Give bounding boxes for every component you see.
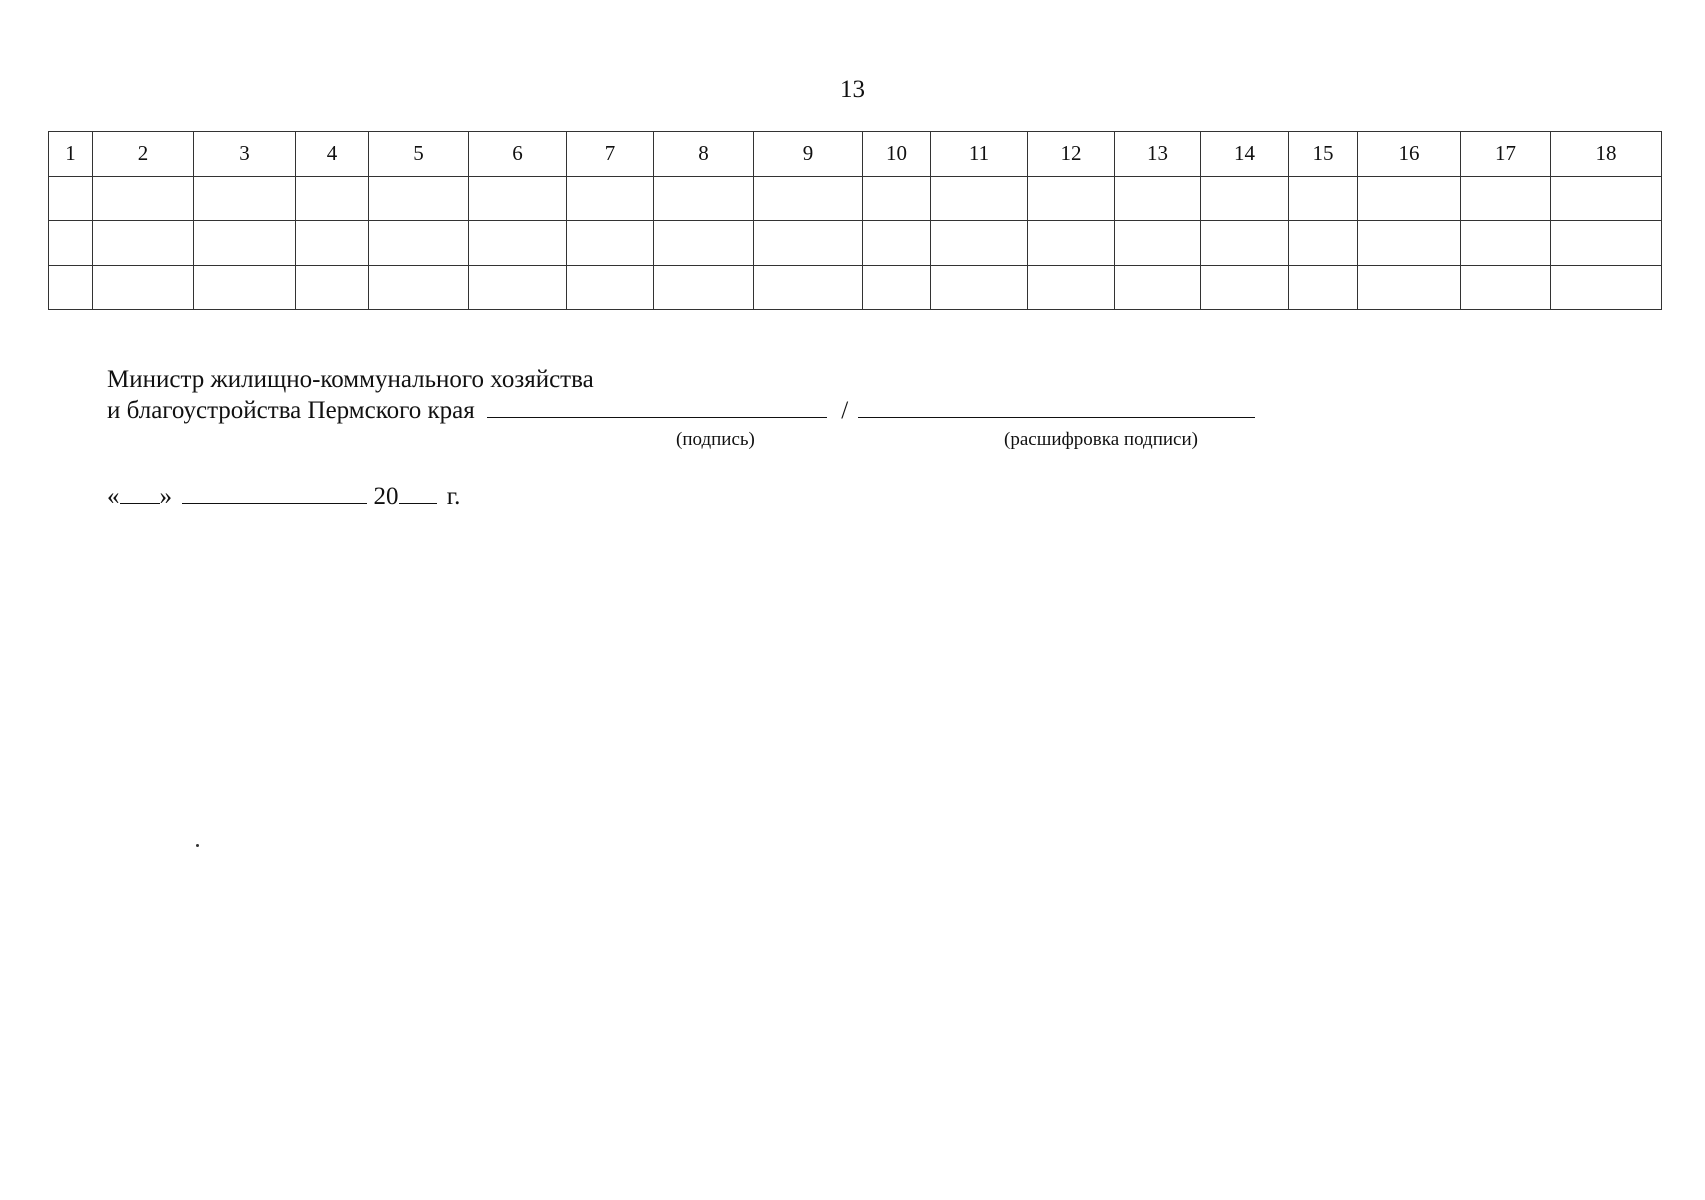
table-cell[interactable] [1028,176,1115,221]
column-number: 8 [654,132,754,177]
table-cell[interactable] [567,265,654,310]
table-cell[interactable] [1028,265,1115,310]
page-number: 13 [840,76,865,103]
table-cell[interactable] [1551,176,1662,221]
position-title-line1: Министр жилищно-коммунального хозяйства [107,366,594,393]
table-cell[interactable] [1289,176,1358,221]
signature-decoding-line[interactable] [858,397,1255,418]
table-cell[interactable] [1551,221,1662,266]
signature-caption: (подпись) [676,429,755,450]
table-cell[interactable] [49,221,93,266]
table-cell[interactable] [567,176,654,221]
column-number: 3 [194,132,296,177]
table-cell[interactable] [1115,265,1201,310]
table-cell[interactable] [1461,176,1551,221]
table-cell[interactable] [194,221,296,266]
column-number: 15 [1289,132,1358,177]
close-quote: » [159,483,172,510]
table-cell[interactable] [1201,221,1289,266]
position-title-line2: и благоустройства Пермского края [107,397,475,424]
column-number: 18 [1551,132,1662,177]
month-line[interactable] [182,483,367,504]
table-cell[interactable] [194,265,296,310]
table-cell[interactable] [469,265,567,310]
table-cell[interactable] [654,265,754,310]
table-cell[interactable] [1289,265,1358,310]
table-cell[interactable] [369,221,469,266]
column-number: 17 [1461,132,1551,177]
table-cell[interactable] [863,176,931,221]
table-cell[interactable] [931,176,1028,221]
column-number: 5 [369,132,469,177]
table-cell[interactable] [296,176,369,221]
table-cell[interactable] [1115,176,1201,221]
column-number: 2 [93,132,194,177]
column-number: 7 [567,132,654,177]
table-cell[interactable] [754,221,863,266]
date-row [107,483,460,511]
column-number: 16 [1358,132,1461,177]
table-cell[interactable] [1358,176,1461,221]
column-number: 12 [1028,132,1115,177]
table-cell[interactable] [93,265,194,310]
table-cell[interactable] [49,176,93,221]
table-header-row [49,132,1662,177]
column-number: 13 [1115,132,1201,177]
column-number: 11 [931,132,1028,177]
year-line[interactable] [399,483,437,504]
signature-line[interactable] [487,397,827,418]
column-number: 1 [49,132,93,177]
table-cell[interactable] [369,265,469,310]
table-cell[interactable] [1201,265,1289,310]
year-prefix: 20 [373,483,399,510]
year-suffix: г. [446,483,461,510]
table-cell[interactable] [754,176,863,221]
signature-block [107,364,1255,426]
table-cell[interactable] [1551,265,1662,310]
table-cell[interactable] [369,176,469,221]
signature-row [107,395,1255,426]
column-number: 6 [469,132,567,177]
table-cell[interactable] [1289,221,1358,266]
table-cell[interactable] [469,221,567,266]
table-cell[interactable] [1358,265,1461,310]
table-cell[interactable] [469,176,567,221]
table-cell[interactable] [1358,221,1461,266]
table-cell[interactable] [1028,221,1115,266]
table-cell[interactable] [93,176,194,221]
table-cell[interactable] [567,221,654,266]
table-cell[interactable] [296,265,369,310]
table-cell[interactable] [931,265,1028,310]
table-row [49,176,1662,221]
table-cell[interactable] [754,265,863,310]
day-line[interactable] [120,483,160,504]
table-cell[interactable] [93,221,194,266]
slash-separator: / [841,397,849,424]
decoding-caption: (расшифровка подписи) [1004,429,1198,450]
column-number: 4 [296,132,369,177]
table-cell[interactable] [296,221,369,266]
open-quote: « [107,483,120,510]
table-cell[interactable] [863,265,931,310]
column-number: 10 [863,132,931,177]
table-cell[interactable] [49,265,93,310]
table-row [49,221,1662,266]
table-cell[interactable] [863,221,931,266]
table-cell[interactable] [1461,221,1551,266]
data-table [48,131,1662,310]
column-number: 9 [754,132,863,177]
table-row [49,265,1662,310]
table-cell[interactable] [1115,221,1201,266]
table-cell[interactable] [1201,176,1289,221]
table-cell[interactable] [654,221,754,266]
table-cell[interactable] [931,221,1028,266]
table-cell[interactable] [194,176,296,221]
table-cell[interactable] [1461,265,1551,310]
table-cell[interactable] [654,176,754,221]
column-number: 14 [1201,132,1289,177]
scan-speck [196,844,199,847]
